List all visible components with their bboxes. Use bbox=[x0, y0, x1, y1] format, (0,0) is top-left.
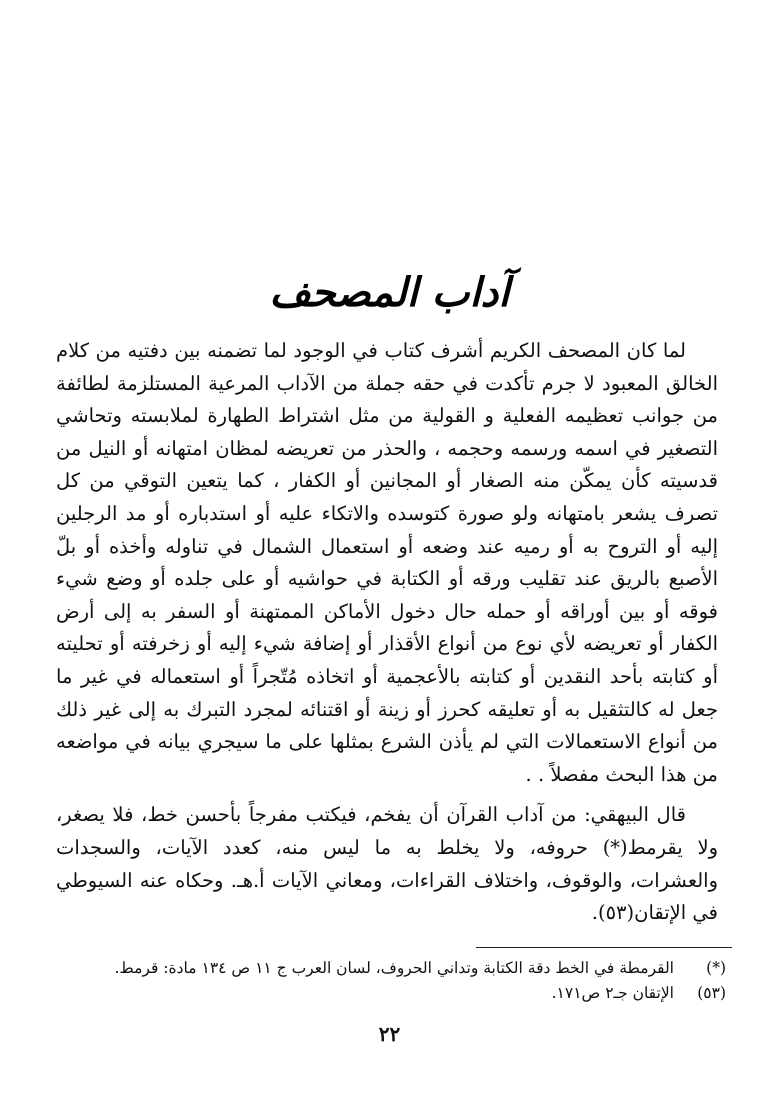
footnote-item bbox=[56, 956, 726, 981]
page-heading: آداب المصحف bbox=[269, 268, 510, 316]
footnote-text: الإتقان جـ٢ ص١٧١. bbox=[551, 984, 674, 1002]
footnote-marker: (٥٣) bbox=[697, 984, 726, 1002]
footnote-separator bbox=[476, 947, 732, 948]
paragraph-intro: لما كان المصحف الكريم أشرف كتاب في الوجود لما تضمنه بين دفتيه من كلام الخالق المعبود لا جرم تأكدت في حقه جملة من الآداب المرعية المستلزمة لطائفة من جوانب تعظيمه الفعلية و القولية من مثل اشتراط الطهارة لملابسته وتحاشي التصغير في اسمه ورسمه وحجمه ، والحذر من تعريضه لمظان امتهانه أو النيل من قدسيته كأن يمكّن منه الصغار أو المجانين أو الكفار ، كما يتعين التوقي من كل تصرف يشعر بامتهانه ولو صورة كتوسده والاتكاء عليه أو استدباره أو مد الرجلين إليه أو التروح به أو رميه عند وضعه أو استعمال الشمال في تناوله وأخذه أو بلّ الأصبع بالريق عند تقليب ورقه أو الكتابة في حواشيه أو على جلده أو وضع شيء فوقه أو بين أوراقه أو حمله حال دخول الأماكن الممتهنة أو السفر به إلى أرض الكفار أو تعريضه لأي نوع من أنواع الأقذار أو إضافة شيء إليه أو زخرفته أو تحليته أو كتابته بأحد النقدين أو كتابته بالأعجمية أو اتخاذه مُتّجراً أو استعماله في غير ما جعل له كالتثقيل به أو تعليقه كحرز أو زينة أو اقتنائه لمجرد التبرك به إلى غير ذلك من أنواع الاستعمالات التي لم يأذن الشرع بمثلها على ما سيجري بيانه في مواضعه من هذا البحث مفصلاً . . bbox=[56, 339, 718, 786]
paragraph-bayhaqi-quote: قال البيهقي: من آداب القرآن أن يفخم، فيكتب مفرجاً بأحسن خط، فلا يصغر، ولا يقرمط(*) حروفه، ولا يخلط به ما ليس منه، كعدد الآيات، والسجدات والعشرات، والوقوف، واختلاف القراءات، ومعاني الآيات أ.هـ. وحكاه عنه السيوطي في الإتقان(٥٣). bbox=[56, 803, 718, 925]
footnote-text: القرمطة في الخط دقة الكتابة وتداني الحروف، لسان العرب ج ١١ ص ١٣٤ مادة: قرمط. bbox=[114, 959, 674, 977]
footnote-marker: (*) bbox=[706, 959, 726, 977]
footnote-item bbox=[56, 981, 726, 1006]
main-text bbox=[56, 335, 718, 930]
footnotes bbox=[56, 956, 726, 1006]
page-number: ٢٢ bbox=[378, 1022, 401, 1046]
